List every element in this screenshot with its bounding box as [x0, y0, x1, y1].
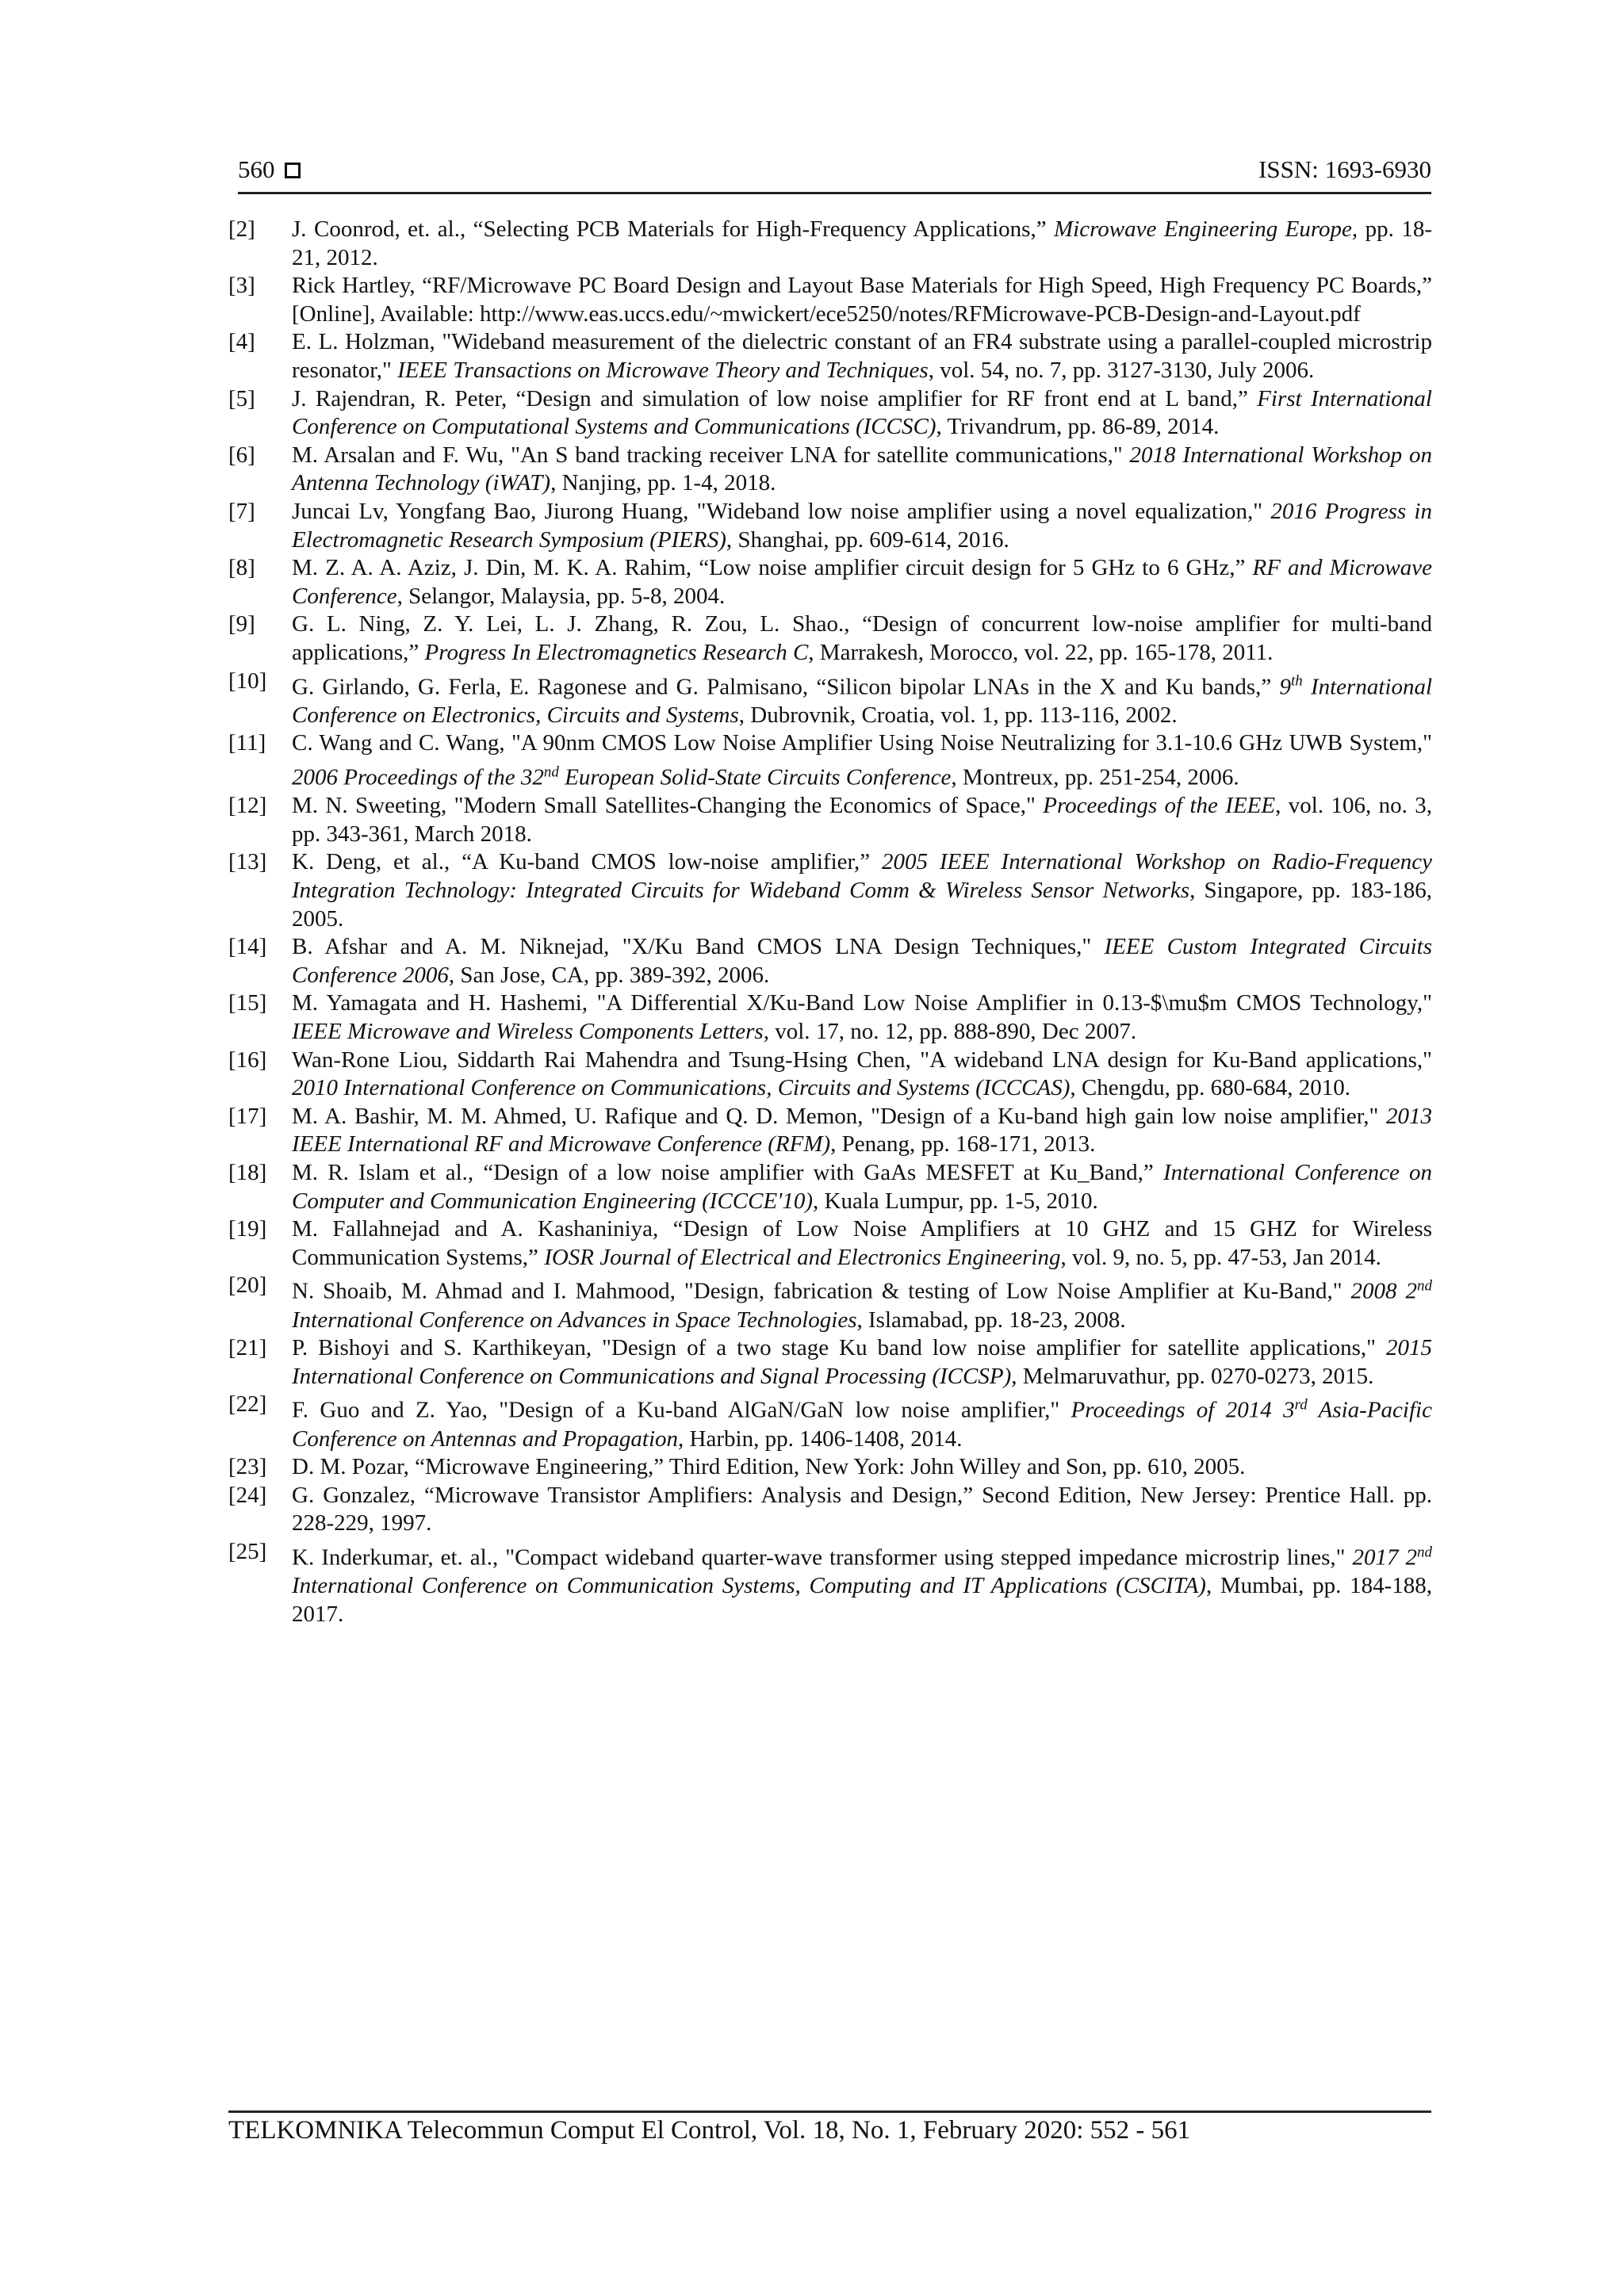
reference-item — [228, 1103, 1432, 1159]
reference-item — [228, 1538, 1432, 1628]
reference-text: Proceedings of 2014 3 — [1071, 1397, 1295, 1423]
reference-number: [2] — [228, 216, 255, 242]
reference-text: Juncai Lv, Yongfang Bao, Jiurong Huang, "Wideband low noise amplifier using a novel equalization," — [292, 498, 1271, 524]
reference-text: J. Coonrod, et. al., “Selecting PCB Materials for High-Frequency Applications,” — [292, 216, 1055, 242]
reference-number: [6] — [228, 442, 255, 468]
reference-text: G. L. Ning, Z. Y. Lei, L. J. Zhang, R. Zou, L. Shao., “Design of concurrent low-noise amplifier for multi-band applications,” — [292, 611, 1432, 665]
reference-item — [228, 272, 1432, 328]
reference-text: Rick Hartley, “RF/Microwave PC Board Design and Layout Base Materials for High Speed, High Frequency PC Boards,” [Online], Available: http://www.eas.uccs.edu/~mwickert/ece5250/notes/RFMicrowave-PCB-Design-and-Layout.pdf — [292, 273, 1432, 327]
reference-text: M. Yamagata and H. Hashemi, "A Differential X/Ku-Band Low Noise Amplifier in 0.13-$\mu$m CMOS Technology," — [292, 990, 1432, 1016]
page-footer: TELKOMNIKA Telecommun Comput El Control, Vol. 18, No. 1, February 2020: 552 - 561 — [228, 2110, 1431, 2146]
reference-text: International Conference on Advances in Space Technologies — [292, 1307, 857, 1333]
reference-number: [22] — [228, 1391, 267, 1418]
reference-number: [10] — [228, 668, 267, 694]
reference-text: 2013 IEEE International RF and Microwave Conference (RFM) — [292, 1103, 1432, 1158]
reference-text: 2016 Progress in Electromagnetic Research Symposium (PIERS) — [292, 498, 1432, 553]
reference-item — [228, 1159, 1432, 1215]
reference-item — [228, 554, 1432, 610]
reference-text: Asia-Pacific Conference on Antennas and Propagation — [292, 1397, 1432, 1452]
reference-text: International Conference on Communication Systems, Computing and IT Applications (CSCITA) — [292, 1573, 1206, 1599]
reference-text: th — [1290, 672, 1303, 690]
reference-number: [5] — [228, 385, 255, 411]
reference-item — [228, 216, 1432, 272]
reference-text: International Conference on Electronics, Circuits and Systems — [292, 674, 1432, 728]
reference-item — [228, 1482, 1432, 1538]
reference-text: Microwave Engineering Europe, — [1054, 216, 1358, 242]
reference-text: M. N. Sweeting, "Modern Small Satellites-Changing the Economics of Space," — [292, 793, 1044, 819]
box-icon — [285, 163, 301, 178]
reference-text: , Marrakesh, Morocco, vol. 22, pp. 165-178, 2011. — [808, 639, 1274, 665]
reference-item — [228, 933, 1432, 989]
reference-item — [228, 1391, 1432, 1453]
reference-text: IEEE Custom Integrated Circuits Conference 2006 — [292, 934, 1432, 988]
reference-text: First International Conference on Computational Systems and Communications (ICCSC) — [292, 385, 1432, 440]
reference-text: 2015 International Conference on Communications and Signal Processing (ICCSP) — [292, 1335, 1432, 1389]
reference-text: , Islamabad, pp. 18-23, 2008. — [856, 1307, 1126, 1333]
reference-text: G. Girlando, G. Ferla, E. Ragonese and G. Palmisano, “Silicon bipolar LNAs in the X and Ku bands,” — [292, 674, 1280, 700]
reference-text: M. Arsalan and F. Wu, "An S band tracking receiver LNA for satellite communications," — [292, 442, 1130, 468]
reference-number: [24] — [228, 1482, 267, 1508]
reference-text: D. M. Pozar, “Microwave Engineering,” Third Edition, New York: John Willey and Son, pp. 610, 2005. — [292, 1454, 1246, 1480]
reference-text: 2008 2 — [1350, 1278, 1418, 1304]
reference-text: C. Wang and C. Wang, "A 90nm CMOS Low Noise Amplifier Using Noise Neutralizing for 3.1-10.6 GHz UWB System," — [292, 730, 1432, 756]
reference-text: RF and Microwave Conference — [292, 555, 1433, 609]
reference-text: , Melmaruvathur, pp. 0270-0273, 2015. — [1011, 1363, 1374, 1389]
reference-text: IEEE Transactions on Microwave Theory and Techniques — [397, 357, 929, 383]
reference-number: [9] — [228, 611, 255, 637]
reference-text: , Kuala Lumpur, pp. 1-5, 2010. — [813, 1188, 1098, 1214]
reference-text: International Conference on Computer and Communication Engineering (ICCCE'10) — [292, 1159, 1433, 1214]
reference-text: , Mumbai, pp. 184-188, 2017. — [292, 1573, 1432, 1627]
reference-number: [15] — [228, 990, 267, 1016]
reference-text: K. Deng, et al., “A Ku-band CMOS low-noise amplifier,” — [292, 849, 882, 875]
reference-text: , Singapore, pp. 183-186, 2005. — [292, 877, 1432, 932]
reference-list — [228, 216, 1432, 1628]
reference-text: , Harbin, pp. 1406-1408, 2014. — [678, 1425, 963, 1452]
reference-item — [228, 385, 1432, 442]
reference-text: M. R. Islam et al., “Design of a low noise amplifier with GaAs MESFET at Ku_Band,” — [292, 1159, 1163, 1185]
reference-number: [23] — [228, 1454, 267, 1480]
reference-item — [228, 1453, 1432, 1482]
reference-number: [14] — [228, 934, 267, 960]
reference-text: , Nanjing, pp. 1-4, 2018. — [550, 470, 776, 496]
reference-text: nd — [1417, 1543, 1433, 1560]
reference-number: [19] — [228, 1216, 267, 1242]
reference-text: P. Bishoyi and S. Karthikeyan, "Design of a two stage Ku band low noise amplifier for satellite applications," — [292, 1335, 1386, 1361]
reference-item — [228, 848, 1432, 933]
reference-text: Wan-Rone Liou, Siddarth Rai Mahendra and Tsung-Hsing Chen, "A wideband LNA design for Ku-Band applications," — [292, 1047, 1432, 1073]
reference-text: rd — [1294, 1396, 1308, 1414]
reference-text: M. Fallahnejad and A. Kashaniniya, “Design of Low Noise Amplifiers at 10 GHZ and 15 GHZ for Wireless Communication Systems,” — [292, 1216, 1432, 1270]
reference-text: , Selangor, Malaysia, pp. 5-8, 2004. — [396, 583, 726, 609]
reference-number: [8] — [228, 555, 255, 581]
reference-text: IOSR Journal of Electrical and Electronics Engineering — [544, 1244, 1061, 1270]
reference-number: [18] — [228, 1159, 267, 1185]
reference-item — [228, 1047, 1432, 1103]
reference-text: K. Inderkumar, et. al., "Compact wideband quarter-wave transformer using stepped impedance microstrip lines," — [292, 1544, 1353, 1571]
reference-number: [21] — [228, 1335, 267, 1361]
reference-text: E. L. Holzman, "Wideband measurement of the dielectric constant of an FR4 substrate using a parallel-coupled microstrip resonator," — [292, 329, 1432, 383]
reference-item — [228, 1334, 1432, 1391]
page-header — [238, 155, 1431, 194]
reference-number: [17] — [228, 1103, 267, 1129]
reference-text: , vol. 106, no. 3, pp. 343-361, March 2018. — [292, 793, 1433, 847]
reference-item — [228, 498, 1432, 554]
issn-label: ISSN: 1693-6930 — [1258, 155, 1431, 183]
reference-text: pp. 18-21, 2012. — [292, 216, 1432, 270]
reference-text: M. Z. A. A. Aziz, J. Din, M. K. A. Rahim, “Low noise amplifier circuit design for 5 GHz to 6 GHz,” — [292, 555, 1253, 581]
page-number: 560 — [238, 155, 301, 184]
reference-text: , Dubrovnik, Croatia, vol. 1, pp. 113-116, 2002. — [738, 702, 1178, 728]
reference-text: J. Rajendran, R. Peter, “Design and simulation of low noise amplifier for RF front end at L band,” — [292, 385, 1258, 411]
reference-text: Proceedings of the IEEE — [1043, 793, 1276, 819]
reference-text: , vol. 54, no. 7, pp. 3127-3130, July 2006. — [928, 357, 1315, 383]
reference-text: , Montreux, pp. 251-254, 2006. — [951, 764, 1239, 790]
reference-text: nd — [1417, 1277, 1433, 1295]
reference-item — [228, 328, 1432, 385]
reference-text: , Chengdu, pp. 680-684, 2010. — [1070, 1075, 1350, 1101]
reference-number: [25] — [228, 1538, 267, 1564]
reference-text: , Shanghai, pp. 609-614, 2016. — [726, 526, 1009, 553]
reference-number: [12] — [228, 793, 267, 819]
reference-text: N. Shoaib, M. Ahmad and I. Mahmood, "Design, fabrication & testing of Low Noise Amplifier at Ku-Band," — [292, 1278, 1351, 1304]
reference-text: 2018 International Workshop on Antenna Technology (iWAT) — [292, 442, 1432, 496]
reference-text: 2006 Proceedings of the 32 — [292, 764, 544, 790]
reference-text: IEEE Microwave and Wireless Components Letters — [292, 1018, 764, 1044]
reference-text: , San Jose, CA, pp. 389-392, 2006. — [448, 962, 770, 988]
reference-text: M. A. Bashir, M. M. Ahmed, U. Rafique and Q. D. Memon, "Design of a Ku-band high gain low noise amplifier," — [292, 1103, 1386, 1129]
reference-text: F. Guo and Z. Yao, "Design of a Ku-band AlGaN/GaN low noise amplifier," — [292, 1397, 1071, 1423]
reference-item — [228, 442, 1432, 498]
reference-item — [228, 610, 1432, 667]
reference-text: , Penang, pp. 168-171, 2013. — [830, 1131, 1096, 1158]
reference-number: [13] — [228, 849, 267, 875]
reference-item — [228, 792, 1432, 848]
reference-number: [11] — [228, 730, 266, 756]
reference-number: [4] — [228, 329, 255, 355]
reference-item — [228, 989, 1432, 1046]
reference-item — [228, 729, 1432, 792]
reference-text: 2017 2 — [1352, 1544, 1418, 1571]
reference-text: 2005 IEEE International Workshop on Radio-Frequency Integration Technology: Integrated Circuits for Wideband Comm & Wireless Sensor Networks — [292, 849, 1432, 903]
reference-text: nd — [543, 763, 559, 780]
reference-text: B. Afshar and A. M. Niknejad, "X/Ku Band CMOS LNA Design Techniques," — [292, 934, 1105, 960]
reference-number: [3] — [228, 273, 255, 299]
reference-number: [7] — [228, 498, 255, 524]
reference-text: G. Gonzalez, “Microwave Transistor Amplifiers: Analysis and Design,” Second Edition, New Jersey: Prentice Hall. pp. 228-229, 1997. — [292, 1482, 1432, 1536]
reference-text: 2010 International Conference on Communications, Circuits and Systems (ICCCAS) — [292, 1075, 1071, 1101]
reference-item — [228, 1272, 1432, 1334]
reference-text: Progress In Electromagnetics Research C — [424, 639, 809, 665]
reference-text: , vol. 9, no. 5, pp. 47-53, Jan 2014. — [1060, 1244, 1381, 1270]
reference-number: [20] — [228, 1272, 267, 1299]
reference-text: , vol. 17, no. 12, pp. 888-890, Dec 2007. — [763, 1018, 1137, 1044]
reference-text: European Solid-State Circuits Conference — [558, 764, 952, 790]
reference-item — [228, 1215, 1432, 1272]
reference-item — [228, 668, 1432, 730]
reference-number: [16] — [228, 1047, 267, 1073]
reference-text: 9 — [1279, 674, 1291, 700]
reference-text: , Trivandrum, pp. 86-89, 2014. — [936, 414, 1220, 440]
